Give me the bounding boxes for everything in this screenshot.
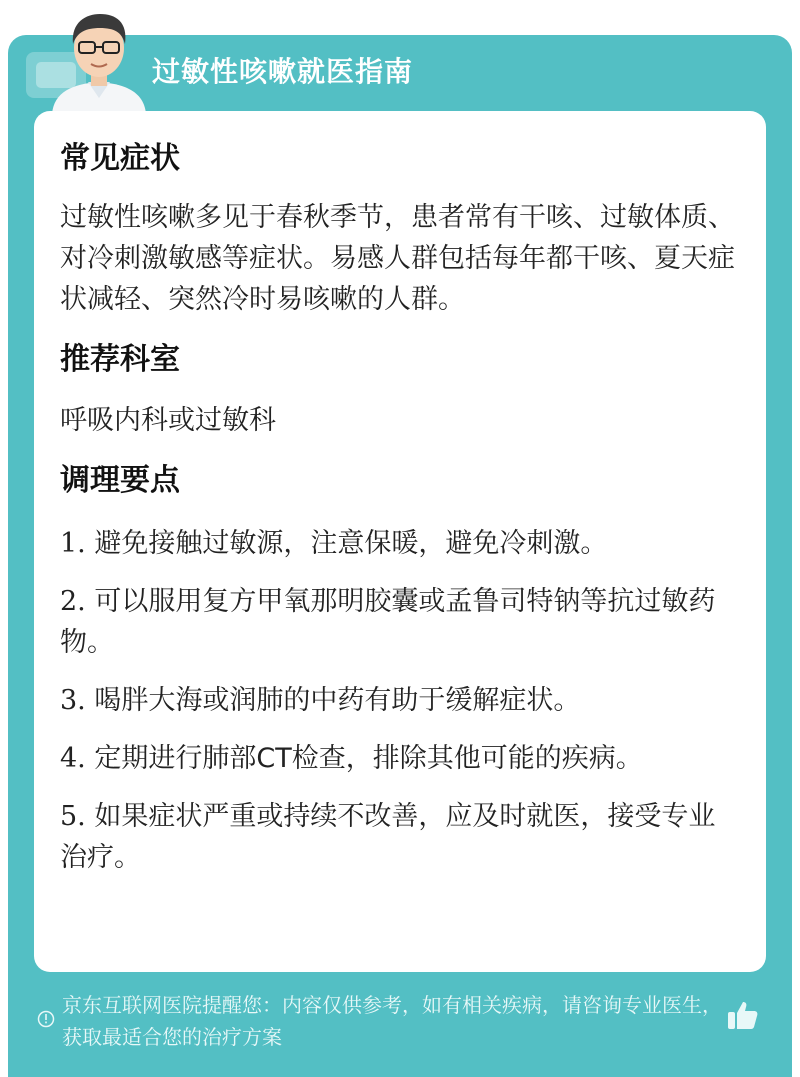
list-item: 2. 可以服用复方甲氧那明胶囊或孟鲁司特钠等抗过敏药物。 bbox=[60, 586, 716, 658]
page-title: 过敏性咳嗽就医指南 bbox=[152, 55, 414, 88]
card-content bbox=[60, 137, 740, 878]
section-heading-symptoms: 常见症状 bbox=[60, 141, 180, 176]
list-item: 1. 避免接触过敏源，注意保暖，避免冷刺激。 bbox=[60, 528, 608, 559]
disclaimer-text: 京东互联网医院提醒您：内容仅供参考，如有相关疾病，请咨询专业医生，获取最适合您的治疗方案 bbox=[62, 993, 722, 1049]
section-heading-care: 调理要点 bbox=[60, 463, 180, 498]
list-item: 4. 定期进行肺部CT检查，排除其他可能的疾病。 bbox=[60, 743, 643, 774]
list-item: 5. 如果症状严重或持续不改善，应及时就医，接受专业治疗。 bbox=[60, 801, 716, 873]
content-card bbox=[34, 111, 766, 972]
info-icon bbox=[37, 1010, 55, 1028]
doctor-avatar bbox=[44, 6, 154, 114]
section-heading-department: 推荐科室 bbox=[60, 342, 180, 377]
department-text: 呼吸内科或过敏科 bbox=[60, 405, 276, 436]
care-list bbox=[60, 523, 740, 878]
symptoms-text: 过敏性咳嗽多见于春秋季节，患者常有干咳、过敏体质、对冷刺激敏感等症状。易感人群包括每年都干咳、夏天症状减轻、突然冷时易咳嗽的人群。 bbox=[60, 202, 735, 315]
thumbs-up-icon[interactable] bbox=[726, 998, 760, 1032]
list-item: 3. 喝胖大海或润肺的中药有助于缓解症状。 bbox=[60, 685, 581, 716]
